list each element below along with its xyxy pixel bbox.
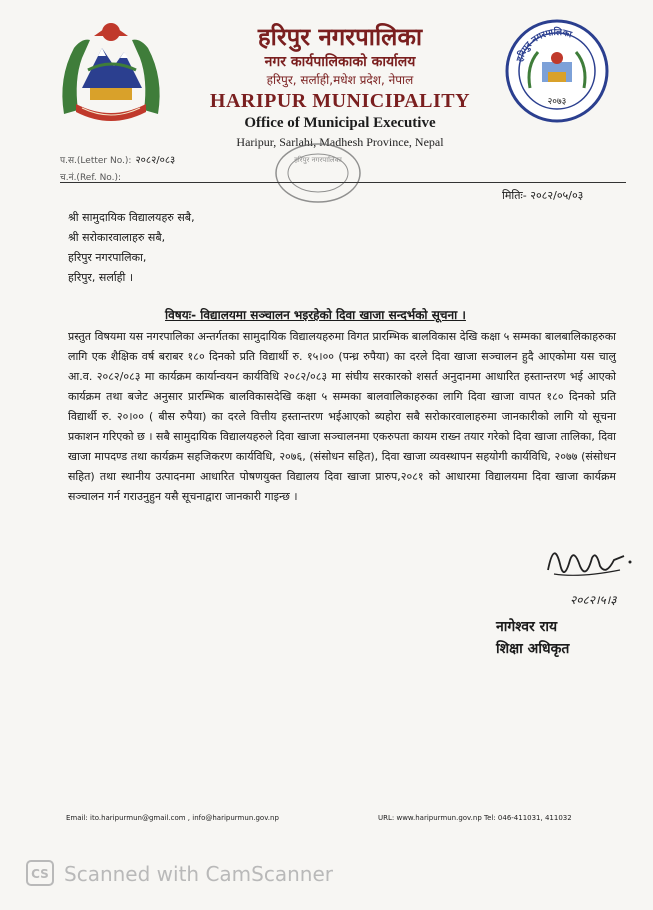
addressee-line: श्री सरोकारवालाहरु सबै, [68,231,166,244]
header-english-office: Office of Municipal Executive [244,115,436,131]
letter-number [60,152,175,166]
stamp-text: हरिपुर नगरपालिका [294,156,342,164]
header-divider [60,182,626,183]
addressee-line: हरिपुर, सर्लाही । [68,271,134,284]
header-english-name: HARIPUR MUNICIPALITY [209,90,471,112]
signature-date: २०८२।५।३ [570,593,617,607]
addressee-line: हरिपुर नगरपालिका, [68,251,147,264]
nepal-emblem-icon [52,18,170,126]
seal-top-text: हरिपुर नगरपालिका [515,27,573,63]
letter-date: मितिः- २०८२/०५/०३ [502,189,584,202]
footer-email: Email: ito.haripurmun@gmail.com , info@haripurmun.gov.np [66,814,279,822]
signatory-name: नागेश्वर राय [496,619,558,635]
letter-body: प्रस्तुत विषयमा यस नगरपालिका अन्तर्गतका सामुदायिक विद्यालयहरुमा विगत प्रारम्भिक बालविकास देखि कक्षा ५ सम्मका बालबालिकाहरुका लागि एक शैक्षिक वर्ष बराबर १८० दिनको प्रति विद्यार्थी रु. १५।०० (पन्ध्र रुपैया) का दरले दिवा खाजा सञ्चालन हुदै आएकोमा यस चालु आ.व. २०८२/०८३ मा कार्यक्रम कार्यान्वयन कार्यविधि २०८२/०८३ मा संघीय सरकारको शसर्त अनुदानमा आधारित हस्तान्तरण भई आएको कार्यक्रम तथा बजेट अनुसार प्रारम्भिक बालविकासदेखि कक्षा ५ सम्मका बालवालिकाहरुका लागि दिवा खाजा वापत १८० दिनको प्रति विद्यार्थी रु. २०।०० ( बीस रुपैया) का दरले वित्तीय हस्तान्तरण भईआएको ब्यहोरा सबै सरोकारवालाहरुमा जानकारीको लागि यो सूचना प्रकाशन गरिएको छ । सबै सामुदायिक विद्यालयहरुले दिवा खाजा सञ्चालनमा एकरुपता कायम राख्न तयार गरेको दिवा खाजा तालिका, दिवा खाजा मापदण्ड तथा कार्यक्रम सहजिकरण कार्यविधि, २०७६, (संसोधन सहित), दिवा खाजा व्यवस्थापन सहयोगी कार्यविधि, २०७७ (संसोधन सहित) तथा स्थानीय उत्पादनमा आधारित पोषणयुक्त विद्यालय दिवा खाजा प्रारुप,२०८१ को आधारमा विद्यालयमा दिवा खाजा कार्यक्रम सञ्चालन गर्न गराउनुहुन यसै सूचनाद्वारा जानकारी गाइन्छ । [68,330,616,503]
addressee-line: श्री सामुदायिक विद्यालयहरु सबै, [68,211,195,224]
municipality-seal-icon [504,18,610,124]
ref-number-label: च.नं.(Ref. No.): [60,173,122,183]
camscanner-logo-text: CS [31,867,49,881]
footer-url: URL: www.haripurmun.gov.np Tel: 046-411031, 411032 [378,814,572,822]
handwritten-signature [540,530,650,610]
office-stamp [272,140,364,206]
header-english-address: Haripur, Sarlahi, Madhesh Province, Nepal [236,135,444,149]
camscanner-logo-icon [26,860,54,886]
letter-number-value: २०८२/०८३ [135,155,176,166]
letter-number-label: प.स.(Letter No.): [60,156,132,166]
signatory-title: शिक्षा अधिकृत [496,641,570,657]
header-nepali-name: हरिपुर नगरपालिका [257,23,423,51]
camscanner-watermark: Scanned with CamScanner [64,862,333,886]
header-nepali-office: नगर कार्यपालिकाको कार्यालय [264,54,416,70]
header-nepali-address: हरिपुर, सर्लाही,मधेश प्रदेश, नेपाल [266,73,414,87]
seal-year: २०७३ [547,97,567,107]
letter-subject: विषयः- विद्यालयमा सञ्चालन भइरहेको दिवा खाजा सन्दर्भको सूचना । [165,308,466,322]
